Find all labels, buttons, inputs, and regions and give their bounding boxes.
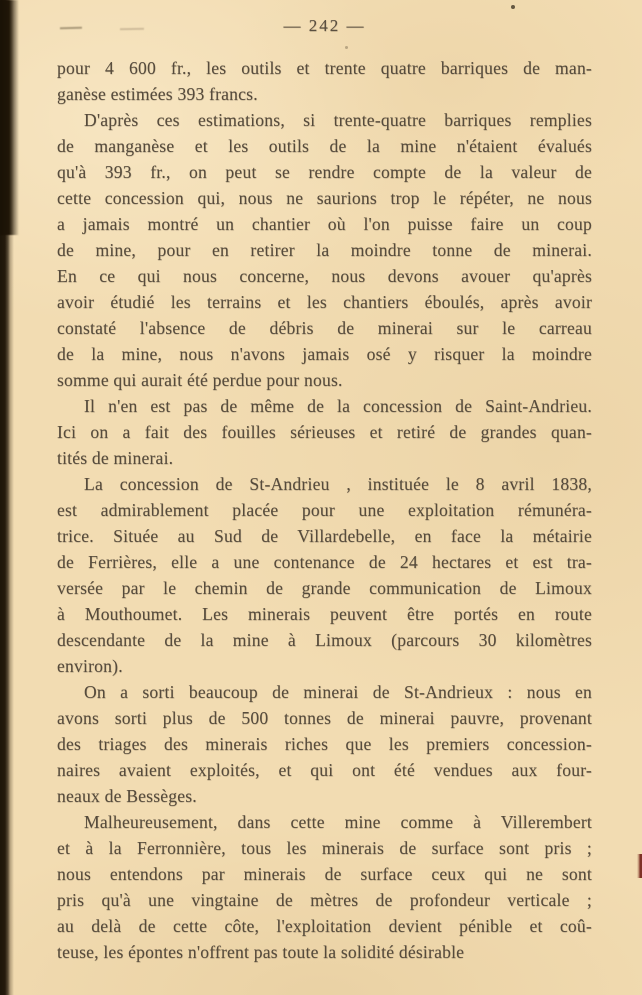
text-line: Malheureusement, dans cette mine comme à Villerembert	[84, 812, 592, 832]
text-line: de mine, pour en retirer la moindre tonne de minerai.	[57, 240, 592, 260]
text-line: qu'à 393 fr., on peut se rendre compte de la valeur de	[57, 162, 592, 182]
text-line: de Ferrières, elle a une contenance de 24 hectares et est tra-	[57, 552, 592, 572]
text-line: des triages des minerais riches que les premiers concession-	[57, 734, 592, 754]
text-line: Il n'en est pas de même de la concession de Saint-Andrieu.	[84, 396, 592, 416]
text-line: constaté l'absence de débris de minerai sur le carreau	[57, 318, 592, 338]
text-line: avoir étudié les terrains et les chantiers éboulés, après avoir	[57, 292, 592, 312]
text-line: et à la Ferronnière, tous les minerais de surface sont pris ;	[57, 838, 592, 858]
text-line: ganèse estimées 393 francs.	[57, 84, 258, 104]
text-line: On a sorti beaucoup de minerai de St-Andrieux : nous en	[84, 682, 592, 702]
ink-speck-small	[345, 46, 348, 49]
text-line: est admirablement placée pour une exploitation rémunéra-	[57, 500, 592, 520]
text-line: tités de minerai.	[57, 448, 174, 468]
red-edge-mark	[637, 854, 642, 878]
text-line: D'après ces estimations, si trente-quatre barriques remplies	[84, 110, 592, 130]
text-line: En ce qui nous concerne, nous devons avouer qu'après	[57, 266, 592, 286]
text-line: à Mouthoumet. Les minerais peuvent être portés en route	[57, 604, 592, 624]
text-line: teuse, les épontes n'offrent pas toute la solidité désirable	[57, 942, 465, 962]
text-line: nous entendons par minerais de surface ceux qui ne sont	[57, 864, 592, 884]
text-line: versée par le chemin de grande communication de Limoux	[57, 578, 592, 598]
text-line: somme qui aurait été perdue pour nous.	[57, 370, 343, 390]
text-line: neaux de Bessèges.	[57, 786, 197, 806]
text-line: a jamais montré un chantier où l'on puisse faire un coup	[57, 214, 592, 234]
text-line: pris qu'à une vingtaine de mètres de profondeur verticale ;	[57, 890, 592, 910]
binding-shadow-top	[0, 0, 19, 235]
text-line: descendante de la mine à Limoux (parcours 30 kilomètres	[57, 630, 592, 650]
text-line: de manganèse et les outils de la mine n'étaient évalués	[57, 136, 592, 156]
text-line: pour 4 600 fr., les outils et trente quatre barriques de man-	[57, 58, 592, 78]
text-line: Ici on a fait des fouilles sérieuses et retiré de grandes quan-	[57, 422, 592, 442]
text-line: La concession de St-Andrieu , instituée le 8 avril 1838,	[84, 474, 592, 494]
ink-speck	[511, 5, 515, 9]
text-line: trice. Située au Sud de Villardebelle, en face la métairie	[57, 526, 592, 546]
text-line: environ).	[57, 656, 123, 676]
text-line: naires avaient exploités, et qui ont été vendues aux four-	[57, 760, 592, 780]
text-line: de la mine, nous n'avons jamais osé y risquer la moindre	[57, 344, 592, 364]
text-column	[57, 55, 592, 965]
text-line: au delà de cette côte, l'exploitation devient pénible et coû-	[57, 916, 592, 936]
text-line: cette concession qui, nous ne saurions trop le répéter, ne nous	[57, 188, 592, 208]
page-number: — 242 —	[283, 16, 366, 35]
text-line: avons sorti plus de 500 tonnes de minerai pauvre, provenant	[57, 708, 592, 728]
